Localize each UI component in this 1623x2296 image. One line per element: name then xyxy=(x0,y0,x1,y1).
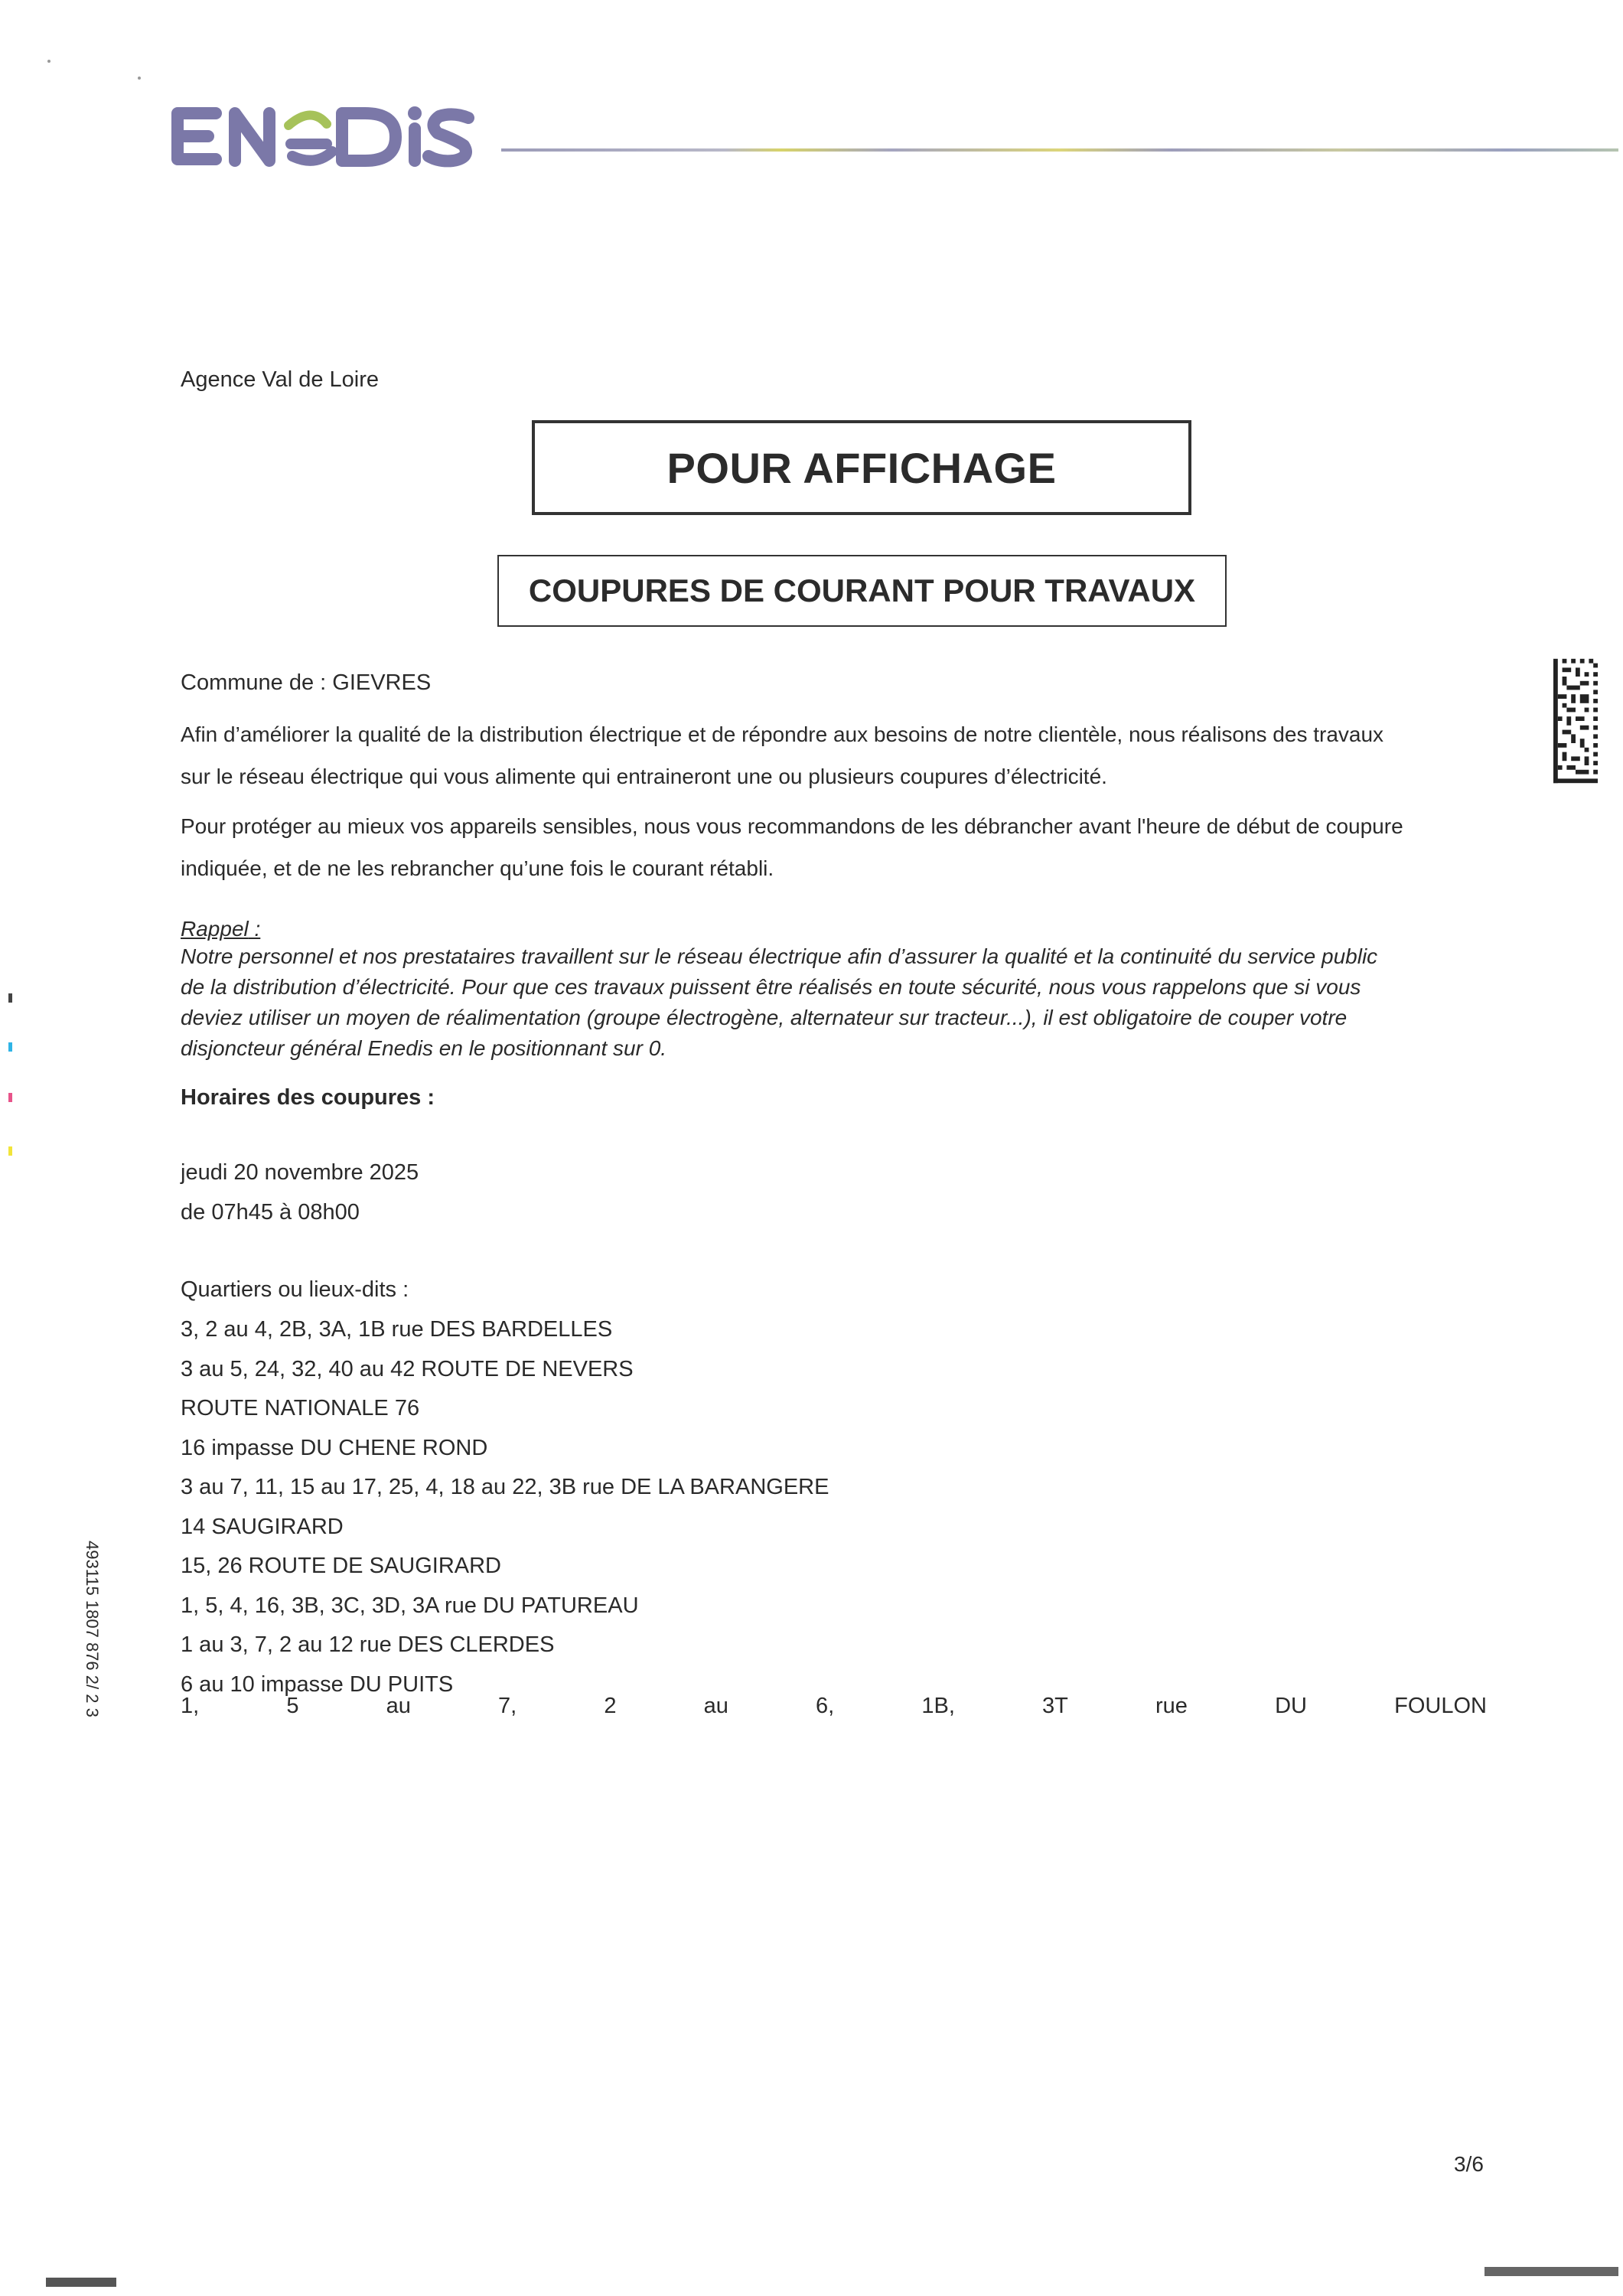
rappel-line: deviez utiliser un moyen de réalimentation (groupe électrogène, alternateur sur tracteur...), il est obligatoire de couper votre xyxy=(181,1006,1348,1029)
protect-paragraph xyxy=(181,805,1481,889)
word: 6, xyxy=(816,1694,835,1718)
list-item: 3 au 7, 11, 15 au 17, 25, 4, 18 au 22, 3B rue DE LA BARANGERE xyxy=(181,1475,829,1499)
word: 1B, xyxy=(921,1694,955,1718)
intro-line: sur le réseau électrique qui vous alimente qui entraineront une ou plusieurs coupures d’électricité. xyxy=(181,765,1107,788)
scan-speck xyxy=(138,77,141,80)
rappel-line: de la distribution d’électricité. Pour que ces travaux puissent être réalisés en toute sécurité, nous vous rappelons que si vous xyxy=(181,975,1361,999)
word: FOULON xyxy=(1394,1694,1487,1718)
word: DU xyxy=(1275,1694,1307,1718)
protect-line: indiquée, et de ne les rebrancher qu’une fois le courant rétabli. xyxy=(181,856,774,880)
intro-line: Afin d’améliorer la qualité de la distribution électrique et de répondre aux besoins de notre clientèle, nous réalisons des travaux xyxy=(181,722,1384,746)
print-mark-magenta xyxy=(8,1093,12,1102)
word: 3T xyxy=(1042,1694,1068,1718)
list-item: 6 au 10 impasse DU PUITS xyxy=(181,1671,454,1697)
word: 5 xyxy=(286,1694,299,1718)
rappel-line: Notre personnel et nos prestataires travaillent sur le réseau électrique afin d’assurer la qualité et la continuité du service public xyxy=(181,944,1378,968)
protect-line: Pour protéger au mieux vos appareils sensibles, nous vous recommandons de les débrancher avant l'heure de début de coupure xyxy=(181,814,1403,838)
rappel-heading: Rappel : xyxy=(181,917,261,941)
enedis-logo xyxy=(162,90,484,174)
print-mark-cyan xyxy=(8,1042,12,1052)
places-list xyxy=(181,1310,829,1704)
list-item: 15, 26 ROUTE DE SAUGIRARD xyxy=(181,1554,501,1578)
outage-time: de 07h45 à 08h00 xyxy=(181,1200,360,1225)
outage-date: jeudi 20 novembre 2025 xyxy=(181,1160,419,1185)
print-mark-yellow xyxy=(8,1146,12,1156)
list-item: 16 impasse DU CHENE ROND xyxy=(181,1435,488,1460)
coupures-box xyxy=(497,555,1227,627)
scan-speck xyxy=(47,60,51,63)
list-item: 14 SAUGIRARD xyxy=(181,1514,344,1539)
list-item: 1, 5, 4, 16, 3B, 3C, 3D, 3A rue DU PATUREAU xyxy=(181,1593,639,1618)
side-print-code: 493115 1807 876 2/ 2 3 xyxy=(83,1541,102,1717)
pour-affichage-title: POUR AFFICHAGE xyxy=(666,443,1057,492)
word: 2 xyxy=(604,1694,617,1718)
header-rule xyxy=(501,148,1618,152)
page-number: 3/6 xyxy=(1454,2152,1484,2176)
places-heading: Quartiers ou lieux-dits : xyxy=(181,1277,409,1302)
list-item: ROUTE NATIONALE 76 xyxy=(181,1396,420,1420)
word: 1, xyxy=(181,1694,200,1718)
word: rue xyxy=(1155,1694,1188,1718)
scan-bar-right xyxy=(1484,2267,1618,2276)
rappel-line: disjoncteur général Enedis en le positionnant sur 0. xyxy=(181,1036,667,1060)
agency-name: Agence Val de Loire xyxy=(181,367,380,392)
word: au xyxy=(386,1694,411,1718)
pour-affichage-box xyxy=(532,420,1191,515)
coupures-title: COUPURES DE COURANT POUR TRAVAUX xyxy=(528,572,1196,608)
horaires-heading: Horaires des coupures : xyxy=(181,1085,435,1110)
print-mark-black xyxy=(8,993,12,1003)
rappel-paragraph xyxy=(181,941,1481,1064)
word: au xyxy=(703,1694,728,1718)
list-item: 1 au 3, 7, 2 au 12 rue DES CLERDES xyxy=(181,1632,555,1657)
list-item: 3 au 5, 24, 32, 40 au 42 ROUTE DE NEVERS xyxy=(181,1356,634,1381)
scan-bar-left xyxy=(46,2278,116,2287)
word: 7, xyxy=(498,1694,517,1718)
datamatrix-code xyxy=(1553,657,1598,785)
commune-label: Commune de : GIEVRES xyxy=(181,670,432,695)
list-item: 3, 2 au 4, 2B, 3A, 1B rue DES BARDELLES xyxy=(181,1317,613,1342)
justified-list-item xyxy=(181,1694,1487,1719)
intro-paragraph xyxy=(181,713,1481,797)
